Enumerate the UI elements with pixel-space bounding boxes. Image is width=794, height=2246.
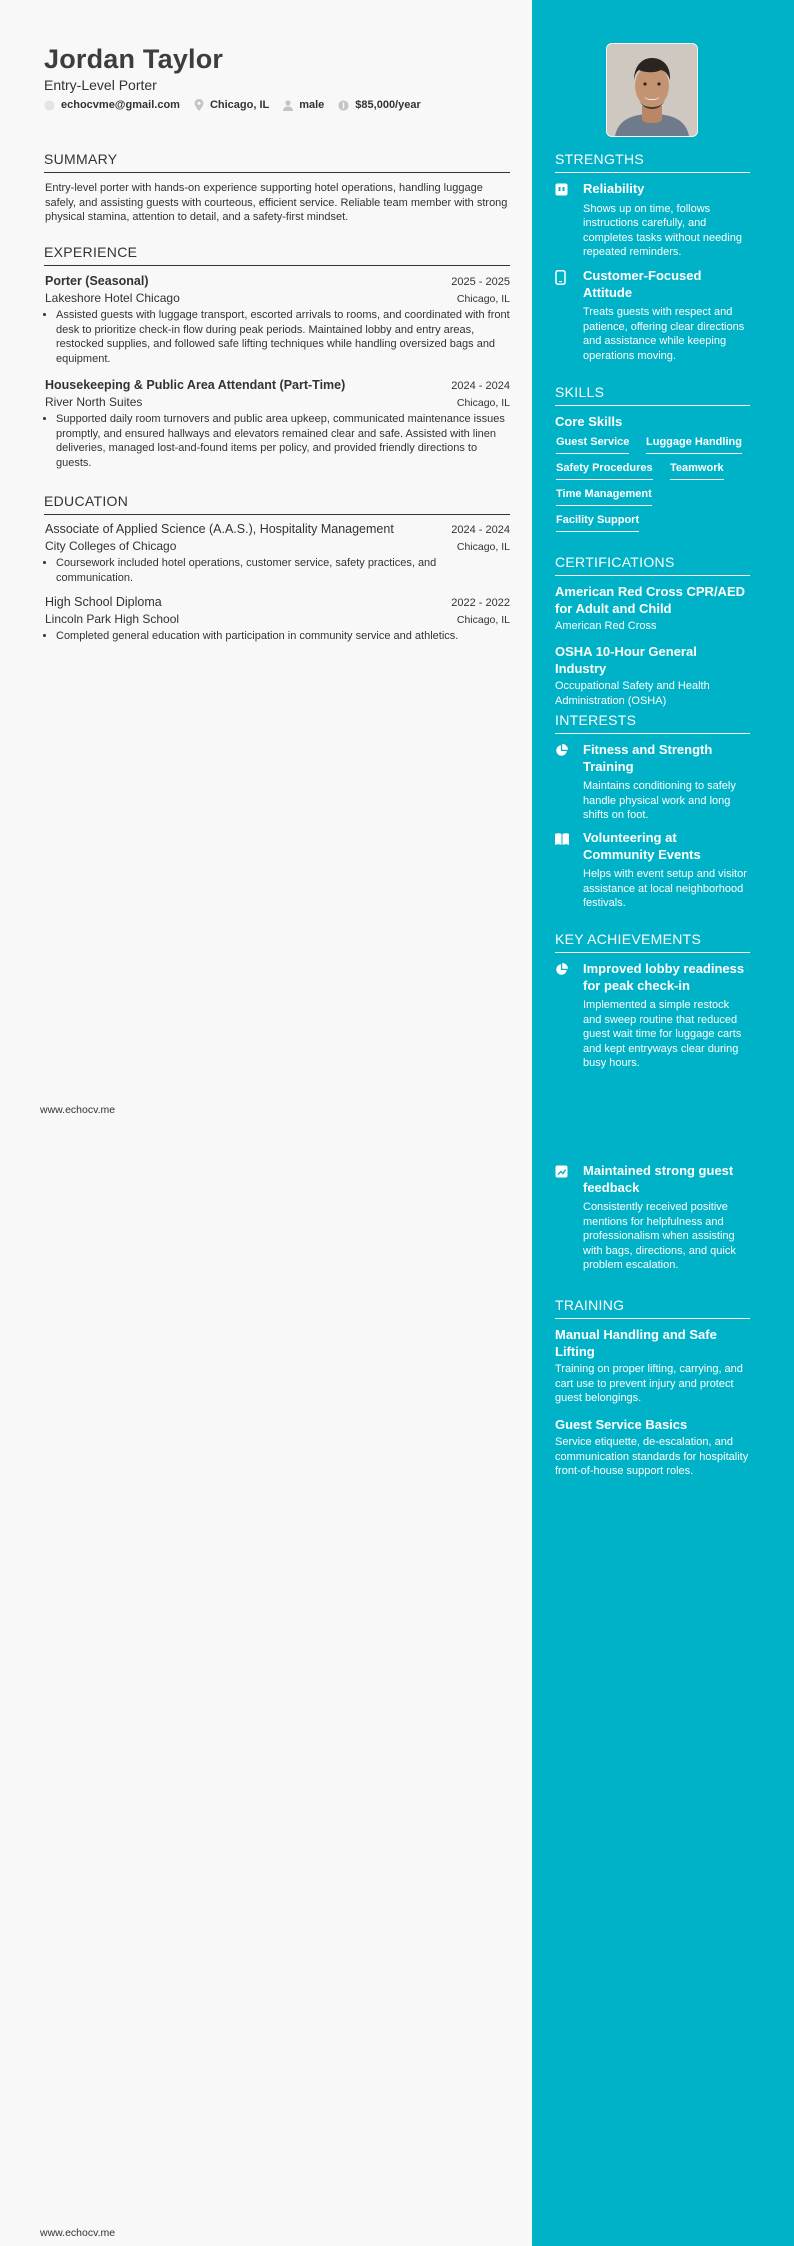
training-desc: Training on proper lifting, carrying, and cart use to prevent injury and protect guest belongings. [555, 1363, 743, 1404]
certification-name: OSHA 10-Hour General Industry [555, 644, 697, 676]
training-name: Guest Service Basics [555, 1417, 688, 1432]
school-name: City Colleges of Chicago [45, 539, 177, 553]
candidate-name: Jordan Taylor [44, 44, 224, 74]
education-entry [45, 522, 510, 585]
footer-website[interactable]: www.echocv.me [40, 1104, 116, 1116]
education-dates: 2024 - 2024 [451, 524, 510, 536]
skill-tag: Time Management [556, 488, 652, 506]
person-icon [283, 100, 293, 111]
school-name: Lincoln Park High School [45, 612, 180, 626]
book-icon [555, 833, 569, 845]
certification-item [555, 583, 750, 634]
contact-salary [338, 99, 420, 111]
email-text: echocvme@gmail.com [61, 99, 180, 111]
degree-title: High School Diploma [45, 595, 162, 609]
contact-location [194, 99, 269, 111]
job-location: Chicago, IL [456, 397, 510, 409]
training-item [555, 1326, 750, 1406]
training-name: Manual Handling and Safe Lifting [555, 1327, 717, 1359]
pie-chart-icon [555, 963, 568, 976]
achievement-item [555, 961, 750, 1071]
job-dates: 2024 - 2024 [451, 380, 510, 392]
summary-text: Entry-level porter with hands-on experience supporting hotel operations, handling luggage safely, and assisting guests with courteous, efficient service. Reliable team member with strong physical stamina, attention to detail, and a safety-first mindset. [45, 182, 508, 223]
certification-name: American Red Cross CPR/AED for Adult and Child [555, 584, 745, 616]
footer-website[interactable]: www.echocv.me [40, 2227, 116, 2239]
gender-text: male [299, 99, 325, 111]
school-location: Chicago, IL [456, 541, 510, 553]
skill-tag: Safety Procedures [556, 462, 653, 480]
job-location: Chicago, IL [456, 293, 510, 305]
candidate-role: Entry-Level Porter [44, 77, 157, 93]
strength-desc: Shows up on time, follows instructions carefully, and completes tasks without needing repeated reminders. [583, 202, 742, 258]
phone-icon [555, 270, 566, 285]
certifications-heading: CERTIFICATIONS [555, 554, 750, 576]
salary-text: $85,000/year [355, 99, 421, 111]
achievement-title: Maintained strong guest feedback [583, 1163, 734, 1195]
school-location: Chicago, IL [456, 614, 510, 626]
interests-heading: INTERESTS [555, 712, 750, 734]
degree-title: Associate of Applied Science (A.A.S.), Hospitality Management [45, 522, 394, 536]
education-bullet: • Completed general education with participation in community service and athletics. [56, 629, 510, 644]
education-dates: 2022 - 2022 [451, 597, 510, 609]
education-entry [45, 595, 510, 644]
location-text: Chicago, IL [209, 99, 270, 111]
pie-chart-icon [555, 744, 568, 757]
skill-tag: Teamwork [670, 462, 724, 480]
location-pin-icon [194, 99, 204, 111]
employer: Lakeshore Hotel Chicago [45, 291, 180, 305]
training-item [555, 1416, 750, 1479]
achievement-desc: Implemented a simple restock and sweep routine that reduced guest wait time for luggage carts and kept entryways clear during busy hours. [583, 999, 742, 1069]
interest-desc: Helps with event setup and visitor assistance at local neighborhood festivals. [583, 868, 747, 909]
contact-gender [283, 99, 324, 111]
email-icon [44, 100, 55, 111]
job-title: Housekeeping & Public Area Attendant (Part-Time) [45, 378, 346, 392]
achievements-heading: KEY ACHIEVEMENTS [555, 931, 750, 953]
strengths-heading: STRENGTHS [555, 151, 750, 173]
certification-issuer: American Red Cross [555, 620, 657, 632]
interest-item [555, 742, 750, 823]
training-desc: Service etiquette, de-escalation, and communication standards for hospitality front-of-house support roles. [555, 1436, 749, 1477]
employer: River North Suites [45, 395, 143, 409]
strength-title: Customer-Focused Attitude [583, 268, 702, 300]
strength-title: Reliability [583, 181, 645, 196]
job-title: Porter (Seasonal) [45, 274, 149, 288]
strength-desc: Treats guests with respect and patience, offering clear directions and assistance while keeping operations moving. [583, 306, 745, 362]
skill-tag: Guest Service [556, 436, 629, 454]
education-bullet: • Coursework included hotel operations, customer service, safety practices, and communication. [56, 556, 510, 585]
education-heading: EDUCATION [44, 493, 510, 515]
skill-tag: Facility Support [556, 514, 639, 532]
skills-group-title: Core Skills [555, 414, 623, 429]
check-badge-icon [555, 183, 568, 196]
interest-title: Fitness and Strength Training [583, 742, 713, 774]
contact-email[interactable] [44, 99, 180, 111]
achievement-title: Improved lobby readiness for peak check-in [583, 961, 745, 993]
experience-heading: EXPERIENCE [44, 244, 510, 266]
training-heading: TRAINING [555, 1297, 750, 1319]
interest-desc: Maintains conditioning to safely handle physical work and long shifts on foot. [583, 780, 736, 821]
job-bullet: • Supported daily room turnovers and public area upkeep, communicated maintenance issues promptly, and ensured hallways and elevators remained clear and safe. Assisted with linen deliveries, managed lost-and-found items per policy, and provided friendly directions to guests. [56, 412, 510, 470]
experience-entry [45, 378, 510, 470]
experience-entry [45, 274, 510, 366]
salary-icon [338, 100, 349, 111]
interest-title: Volunteering at Community Events [583, 830, 701, 862]
strength-item [555, 268, 750, 363]
chart-icon [555, 1165, 568, 1178]
achievement-desc: Consistently received positive mentions for helpfulness and professionalism when assisting with bags, directions, and quick problem escalation. [583, 1201, 736, 1271]
summary-heading: SUMMARY [44, 151, 510, 173]
certification-item [555, 643, 750, 708]
interest-item [555, 830, 750, 911]
job-dates: 2025 - 2025 [451, 276, 510, 288]
contact-row [44, 99, 435, 111]
achievement-item [555, 1163, 750, 1273]
job-bullet: • Assisted guests with luggage transport, escorted arrivals to rooms, and coordinated with front desk to prioritize check-in flow during peak periods. Maintained lobby and entry areas, restocked supplies, and followed safe lifting techniques while handling oversized bags and equipment. [56, 308, 510, 366]
skills-heading: SKILLS [555, 384, 750, 406]
strength-item [555, 181, 750, 260]
profile-photo [606, 43, 698, 137]
skill-tag: Luggage Handling [646, 436, 742, 454]
certification-issuer: Occupational Safety and Health Administration (OSHA) [555, 680, 710, 707]
